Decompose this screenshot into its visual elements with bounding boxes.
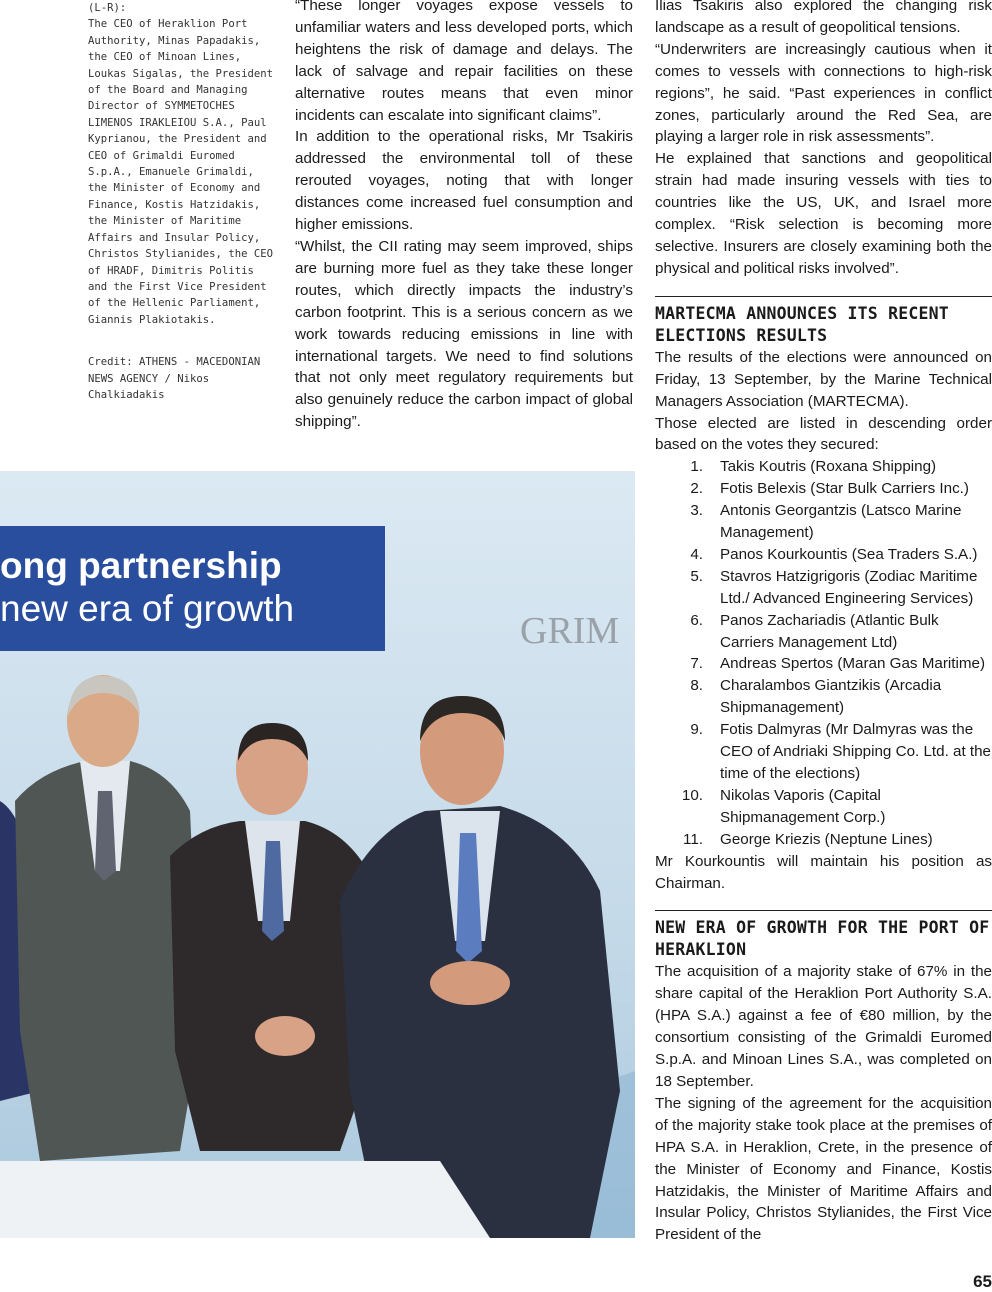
person-2-hands — [255, 1016, 315, 1056]
banner-line-1: ong partnership — [0, 545, 282, 586]
banner-line-2: new era of growth — [0, 588, 295, 629]
section-divider — [655, 296, 992, 297]
person-3-hands — [430, 961, 510, 1005]
paragraph: “Underwriters are increasingly cautious when it comes to vessels with connections to high-risk regions”, he said. “Past experiences in conflict zones, particularly around the Red Sea, are playing a larger role in risk assessments”. — [655, 40, 992, 146]
paragraph: Those elected are listed in descending order based on the votes they secured: — [655, 414, 992, 454]
list-item: 10. Nikolas Vaporis (Capital Shipmanagement Corp.) — [681, 786, 886, 826]
list-item: 4. Panos Kourkountis (Sea Traders S.A.) — [690, 545, 978, 563]
list-item: 6. Panos Zachariadis (Atlantic Bulk Carriers Management Ltd) — [690, 611, 939, 651]
list-item: 2. Fotis Belexis (Star Bulk Carriers Inc.) — [690, 480, 969, 498]
list-item: 7. Andreas Spertos (Maran Gas Maritime) — [690, 655, 986, 673]
paragraph: “Whilst, the CII rating may seem improved, ships are burning more fuel as they take these longer routes, which directly impacts the industry’s carbon footprint. This is a serious concern as we work towards reducing emissions in line with international targets. We need to find solutions that not only meet regulatory requirements but also genuinely reduce the carbon impact of global shipping”. — [295, 237, 633, 431]
podium — [0, 1161, 490, 1238]
page-number: 65 — [973, 1272, 992, 1291]
paragraph: The signing of the agreement for the acquisition of the majority stake took place at the premises of HPA S.A. in Heraklion, Crete, in the presence of the Minister of Economy and Finance, Kostis Hatzidakis, the Minister of Maritime Affairs and Insular Policy, Christos Stylianides, the First Vice President of the — [655, 1094, 992, 1244]
list-item: 3. Antonis Georgantzis (Latsco Marine Management) — [690, 502, 962, 542]
paragraph: “These longer voyages expose vessels to unfamiliar waters and less developed ports, which heightens the risk of damage and delays. The lack of salvage and repair facilities on these alternative routes means that even minor incidents can escalate into significant claims”. — [295, 0, 633, 124]
paragraph: Ilias Tsakiris also explored the changing risk landscape as a result of geopolitical tensions. — [655, 0, 992, 36]
photo-caption — [88, 0, 274, 403]
paragraph: The acquisition of a majority stake of 67% in the share capital of the Heraklion Port Authority S.A. (HPA S.A.) against a fee of €80 million, by the consortium consisting of the Grimaldi Euromed S.p.A. and Minoan Lines S.A., was completed on 18 September. — [655, 963, 992, 1090]
section-heading: NEW ERA OF GROWTH FOR THE PORT OF HERAKLION — [655, 918, 990, 960]
paragraph: In addition to the operational risks, Mr Tsakiris addressed the environmental toll of these rerouted voyages, noting that with longer distances come increased fuel consumption and higher emissions. — [295, 128, 633, 234]
elected-list — [655, 456, 992, 850]
event-photo — [0, 471, 635, 1238]
right-column — [655, 0, 992, 1246]
backdrop-logo-text: GRIM — [520, 610, 620, 652]
middle-column — [295, 0, 633, 433]
list-item: 5. Stavros Hatzigrigoris (Zodiac Maritime Ltd./ Advanced Engineering Services) — [690, 567, 978, 607]
section-heading: MARTECMA ANNOUNCES ITS RECENT ELECTIONS RESULTS — [655, 303, 949, 345]
list-item: 8. Charalambos Giantzikis (Arcadia Shipmanagement) — [690, 677, 942, 717]
caption-text: (L-R): The CEO of Heraklion Port Authority, Minas Papadakis, the CEO of Minoan Lines, Loukas Sigalas, the President of the Board and Managing Director of SYMMETOCHES LIMENOS IRAKLEIOU S.A., Paul Kyprianou, the President and CEO of Grimaldi Euromed S.p.A., Emanuele Grimaldi, the Minister of Economy and Finance, Kostis Hatzidakis, the Minister of Maritime Affairs and Insular Policy, Christos Stylianides, the CEO of HRADF, Dimitris Politis and the First Vice President of the Hellenic Parliament, Giannis Plakiotakis. — [88, 2, 273, 326]
list-item: 1. Takis Koutris (Roxana Shipping) — [690, 458, 937, 476]
paragraph: He explained that sanctions and geopolitical strain had made insuring vessels with ties to countries like the US, UK, and Israel more complex. “Risk selection is becoming more selective. Insurers are closely examining both the physical and political risks involved”. — [655, 150, 992, 277]
paragraph: The results of the elections were announced on Friday, 13 September, by the Marine Technical Managers Association (MARTECMA). — [655, 348, 992, 410]
caption-credit: Credit: ATHENS - MACEDONIAN NEWS AGENCY / Nikos Chalkiadakis — [88, 356, 261, 401]
section-divider — [655, 910, 992, 911]
list-item: 9. Fotis Dalmyras (Mr Dalmyras was the CEO of Andriaki Shipping Co. Ltd. at the time of the elections) — [690, 721, 992, 782]
paragraph: Mr Kourkountis will maintain his position as Chairman. — [655, 852, 992, 892]
list-item: 11. George Kriezis (Neptune Lines) — [683, 830, 933, 848]
